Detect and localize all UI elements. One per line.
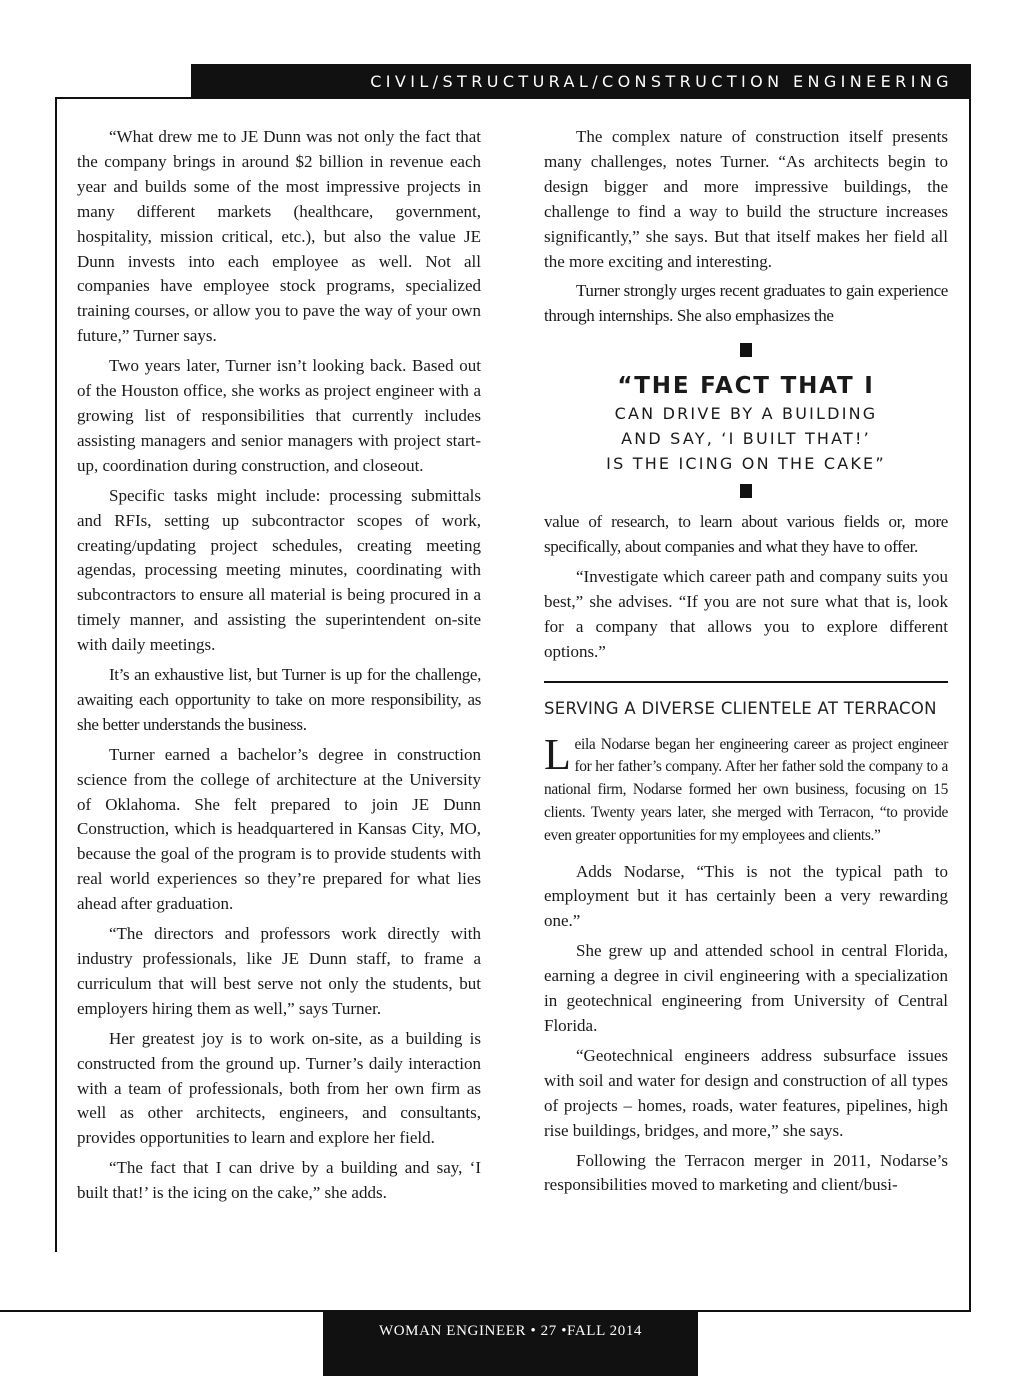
intro-paragraph	[544, 729, 948, 848]
body-paragraph: Two years later, Turner isn’t looking back. Based out of the Houston office, she works as project engineer with a growing list of responsibilities that currently includes assisting managers and senior managers with project start-up, coordination during construction, and closeout.	[77, 356, 481, 475]
pull-quote	[544, 343, 948, 498]
body-paragraph: Following the Terracon merger in 2011, Nodarse’s responsibilities moved to marketing and client/busi-	[544, 1150, 948, 1195]
footer-text: WOMAN ENGINEER • 27 •FALL 2014	[378, 1323, 643, 1339]
body-paragraph: value of research, to learn about various fields or, more specifically, about companies and what they have to offer.	[544, 512, 948, 557]
body-paragraph: Turner earned a bachelor’s degree in construction science from the college of architecture at the University of Oklahoma. She felt prepared to join JE Dunn Construction, which is headquartered in Kansas City, MO, because the goal of the program is to provide students with real world experiences so they’re prepared for what lies ahead after graduation.	[77, 744, 481, 914]
section-header-bar	[191, 64, 971, 98]
drop-cap: L	[544, 729, 571, 779]
pull-quote-square-top	[740, 343, 752, 357]
body-paragraph: She grew up and attended school in central Florida, earning a degree in civil engineering with a specialization in geotechnical engineering from University of Central Florida.	[544, 941, 948, 1036]
body-paragraph: “Geotechnical engineers address subsurface issues with soil and water for design and construction of all types of projects – homes, roads, water features, pipelines, high rise buildings, bridges, and more,” she says.	[544, 1045, 948, 1140]
body-paragraph: “The fact that I can drive by a building and say, ‘I built that!’ is the icing on the cake,” she adds.	[77, 1158, 481, 1203]
body-paragraph: Her greatest joy is to work on-site, as a building is constructed from the ground up. Turner’s daily interaction with a team of professionals, both from her own firm as well as other architects, engineers, and consultants, provides opportunities to learn and explore her field.	[77, 1028, 481, 1148]
section-divider	[544, 681, 948, 683]
body-paragraph: “What drew me to JE Dunn was not only the fact that the company brings in around $2 billion in revenue each year and builds some of the most impressive projects in many different markets (healthcare, government, hospitality, mission critical, etc.), but also the value JE Dunn invests into each employee as well. Not all companies have employee stock programs, specialized training courses, or allow you to pave the way of your own future,” Turner says.	[77, 127, 481, 346]
article-column-right	[544, 125, 948, 1203]
pull-quote-line: “THE FACT THAT I	[617, 373, 875, 400]
page-footer	[323, 1311, 698, 1376]
body-paragraph: “The directors and professors work directly with industry professionals, like JE Dunn staff, to frame a curriculum that will best serve not only the students, but employers hiring them as well,” says Turner.	[77, 924, 481, 1018]
section-header-title: CIVIL/STRUCTURAL/CONSTRUCTION ENGINEERING	[370, 71, 953, 91]
body-paragraph: “Investigate which career path and company suits you best,” she advises. “If you are not sure what that is, look for a company that allows you to explore different options.”	[544, 567, 948, 661]
body-paragraph: It’s an exhaustive list, but Turner is up for the challenge, awaiting each opportunity to take on more responsibility, as she better understands the business.	[77, 665, 481, 734]
article-column-left	[77, 125, 481, 1211]
pull-quote-line: IS THE ICING ON THE CAKE”	[606, 454, 886, 474]
body-paragraph: Turner strongly urges recent graduates to gain experience through internships. She also emphasizes the	[544, 281, 948, 326]
body-paragraph: Adds Nodarse, “This is not the typical path to employment but it has certainly been a very rewarding one.”	[544, 861, 948, 931]
intro-text: eila Nodarse began her engineering career as project engineer for her father’s company. After her father sold the company to a national firm, Nodarse formed her own business, focusing on 15 clients. Twenty years later, she merged with Terracon, “to provide even greater opportunities for my employees and clients.”	[544, 735, 948, 844]
pull-quote-line: AND SAY, ‘I BUILT THAT!’	[621, 429, 871, 449]
frame-rule-right	[969, 97, 971, 1312]
frame-rule-left	[55, 97, 57, 1252]
body-paragraph: Specific tasks might include: processing submittals and RFIs, setting up subcontractor scopes of work, creating/updating project schedules, creating meeting agendas, processing meeting minutes, coordinating with subcontractors to ensure all material is being procured in a timely manner, and assisting the superintendent on-site with daily meetings.	[77, 485, 481, 655]
pull-quote-line: CAN DRIVE BY A BUILDING	[614, 404, 878, 424]
body-paragraph: The complex nature of construction itself presents many challenges, notes Turner. “As architects begin to design bigger and more impressive buildings, the challenge to find a way to build the structure increases significantly,” she says. But that itself makes her field all the more exciting and interesting.	[544, 127, 948, 271]
frame-rule-top	[55, 97, 971, 99]
pull-quote-square-bottom	[740, 484, 752, 498]
section-heading: SERVING A DIVERSE CLIENTELE AT TERRACON	[544, 698, 937, 718]
